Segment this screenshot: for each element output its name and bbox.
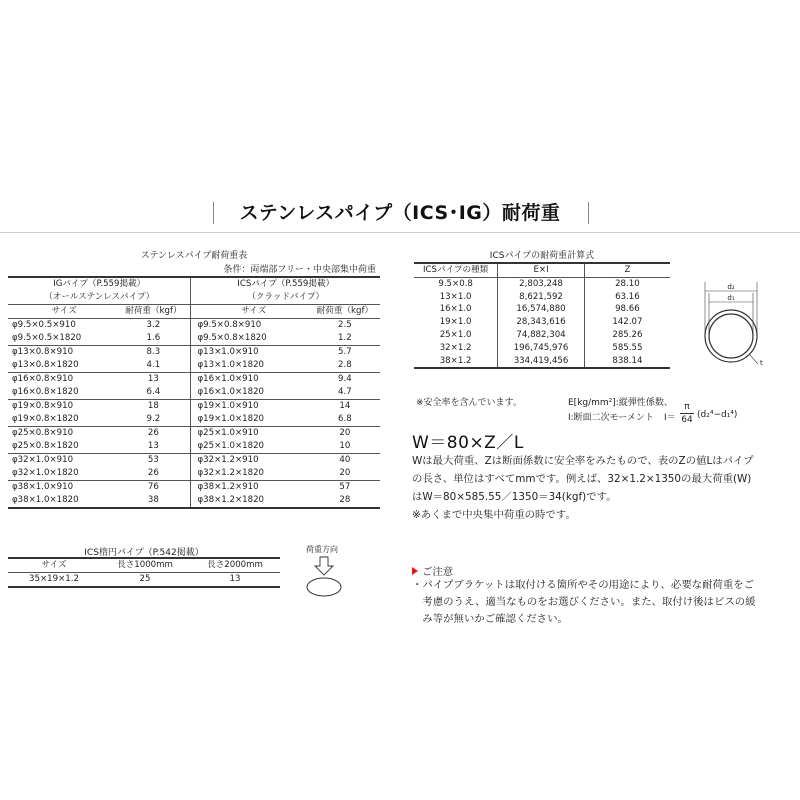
- ig-load-cell: 38: [116, 494, 191, 508]
- title-rule: [0, 232, 800, 233]
- ics-col-size: サイズ: [191, 305, 310, 319]
- ics-load-cell: 9.4: [310, 373, 380, 387]
- ig-size-cell: φ25×0.8×910: [8, 427, 116, 441]
- calc-type-cell: 38×1.2: [414, 355, 498, 369]
- ig-load-cell: 8.3: [116, 346, 191, 360]
- explanation-line: の長さ、単位はすべてmmです。例えば、32×1.2×1350の最大荷重(W): [412, 473, 752, 485]
- load-direction-label: 荷重方向: [306, 545, 338, 554]
- ics-header-line1: ICSパイプ（P.559掲載）: [191, 277, 380, 291]
- ig-size-cell: φ32×1.0×910: [8, 454, 116, 468]
- ics-size-cell: φ9.5×0.8×910: [191, 319, 310, 333]
- oval-table: [8, 557, 280, 588]
- ics-size-cell: φ38×1.2×910: [191, 481, 310, 495]
- calc-z-cell: 28.10: [584, 277, 670, 290]
- notice-line: 考慮のうえ、適当なものをお選びください。また、取付け後はビスの緩: [412, 596, 756, 608]
- table-row: [414, 329, 670, 342]
- calc-type-cell: 9.5×0.8: [438, 278, 473, 289]
- ig-header-line2: （オールステンレスパイプ）: [44, 292, 155, 302]
- ics-load-cell: 4.7: [338, 387, 352, 397]
- table-row: [8, 440, 380, 454]
- calc-col-z: Z: [584, 263, 670, 277]
- notice-body: [412, 577, 792, 628]
- ig-size-cell: φ38×1.0×1820: [8, 494, 116, 508]
- ig-load-cell: 76: [116, 481, 191, 495]
- ics-load-cell: 2.5: [310, 319, 380, 333]
- oval-col-1000: 長さ1000mm: [100, 558, 190, 573]
- explanation-line: ※あくまで中央集中荷重の時です。: [412, 509, 576, 521]
- calc-ei-cell: 2,803,248: [498, 277, 585, 290]
- ig-load-cell: 4.1: [146, 360, 161, 370]
- formula-explanation: [412, 452, 792, 524]
- ig-size-cell: φ32×1.0×1820: [12, 468, 79, 478]
- calc-table: [414, 262, 670, 369]
- t-label: t: [760, 359, 763, 367]
- calc-ei-cell: 74,882,304: [498, 329, 585, 342]
- i-label: I:断面二次モーメント: [568, 413, 654, 423]
- explanation-line: Wは最大荷重、Zは断面係数に安全率をみたもので、表のZの値Lはパイプ: [412, 455, 754, 467]
- table-row: [414, 316, 670, 329]
- ics-load-cell: 20: [310, 427, 380, 441]
- oval-load-2000: 13: [190, 573, 280, 588]
- ig-col-size: サイズ: [8, 305, 116, 319]
- calc-type-cell: 19×1.0: [439, 317, 472, 328]
- ics-size-cell: φ38×1.2×1820: [191, 494, 310, 508]
- ig-load-cell: 26: [116, 427, 191, 441]
- oval-size: 35×19×1.2: [8, 573, 100, 588]
- ig-load-cell: 6.4: [146, 387, 161, 397]
- ics-size-cell: φ25×1.0×1820: [191, 440, 310, 454]
- table-row: [8, 481, 380, 495]
- table-row: [8, 373, 380, 387]
- ics-load-cell: 14: [310, 400, 380, 414]
- load-direction-diagram: [300, 556, 348, 600]
- calc-z-cell: 838.14: [584, 355, 670, 369]
- calc-ei-cell: 334,419,456: [498, 355, 585, 369]
- ics-load-cell: 28: [310, 494, 380, 508]
- page-title: ステンレスパイプ（ICS･IG）耐荷重: [239, 202, 561, 224]
- calc-col-ei: E×I: [498, 263, 585, 277]
- ig-load-cell: 13: [147, 441, 159, 451]
- calc-ei-cell: 8,621,592: [498, 291, 585, 304]
- d2-label: d₂: [727, 283, 735, 291]
- notice-heading: [412, 563, 453, 578]
- oval-col-size: サイズ: [8, 558, 100, 573]
- load-formula: W＝80×Z／L: [412, 433, 524, 453]
- calc-ei-cell: 196,745,976: [498, 342, 585, 355]
- table-row: [8, 332, 380, 346]
- ics-load-cell: 20: [339, 468, 351, 478]
- table-row: [414, 303, 670, 316]
- calc-type-cell: 13×1.0: [439, 291, 472, 302]
- ig-col-load: 耐荷重（kgf）: [116, 305, 191, 319]
- i-formula-pi: π: [680, 402, 694, 414]
- table-row: [8, 454, 380, 468]
- ics-load-cell: 57: [310, 481, 380, 495]
- calc-z-cell: 98.66: [584, 303, 670, 316]
- ics-load-cell: 40: [310, 454, 380, 468]
- calc-table-caption: ICSパイプの耐荷重計算式: [489, 251, 595, 261]
- ig-size-cell: φ9.5×0.5×1820: [12, 333, 82, 343]
- notice-line: ・パイプブラケットは取付ける箇所やその用途により、必要な耐荷重をご: [412, 579, 755, 591]
- ig-load-cell: 3.2: [116, 319, 191, 333]
- ics-load-cell: 2.8: [338, 360, 352, 370]
- oval-load-1000: 25: [100, 573, 190, 588]
- ics-size-cell: φ16×1.0×1820: [191, 386, 310, 400]
- table-row: [8, 319, 380, 333]
- ig-load-cell: 26: [147, 468, 159, 478]
- pipe-cross-section-diagram: [692, 278, 774, 370]
- table-row: [414, 277, 670, 290]
- ics-size-cell: φ9.5×0.8×1820: [191, 332, 310, 346]
- i-formula-64: 64: [681, 415, 693, 425]
- red-triangle-icon: [412, 567, 418, 575]
- calc-col-type: ICSパイプの種類: [414, 263, 498, 277]
- ig-size-cell: φ38×1.0×910: [8, 481, 116, 495]
- ics-header-line2: （クラッドパイプ）: [191, 291, 380, 305]
- calc-type-cell: 16×1.0: [439, 304, 472, 315]
- table-row: [414, 355, 670, 369]
- ics-load-cell: 10: [339, 441, 351, 451]
- table-row: [8, 413, 380, 427]
- ig-size-cell: φ13×0.8×1820: [12, 360, 79, 370]
- ig-load-cell: 18: [116, 400, 191, 414]
- ics-col-load: 耐荷重（kgf）: [310, 305, 380, 319]
- ig-size-cell: φ16×0.8×910: [8, 373, 116, 387]
- ig-size-cell: φ16×0.8×1820: [12, 387, 79, 397]
- calc-ei-cell: 28,343,616: [498, 316, 585, 329]
- calc-z-cell: 142.07: [584, 316, 670, 329]
- calc-type-cell: 25×1.0: [439, 329, 472, 340]
- ics-size-cell: φ32×1.2×910: [191, 454, 310, 468]
- ig-size-cell: φ19×0.8×910: [8, 400, 116, 414]
- ics-load-cell: 1.2: [338, 333, 352, 343]
- i-formula-prefix: I＝: [664, 413, 676, 423]
- arrow-down-icon: [315, 557, 333, 575]
- ig-size-cell: φ13×0.8×910: [8, 346, 116, 360]
- table-row: [8, 400, 380, 414]
- d1-label: d₁: [727, 294, 735, 302]
- ig-size-cell: φ19×0.8×1820: [12, 414, 79, 424]
- ig-load-cell: 13: [116, 373, 191, 387]
- ics-load-cell: 6.8: [338, 414, 352, 424]
- table-row: [414, 291, 670, 304]
- ics-size-cell: φ32×1.2×1820: [191, 467, 310, 481]
- oval-table-caption: ICS楕円パイプ（P.542掲載）: [84, 548, 204, 558]
- table-row: [8, 346, 380, 360]
- ics-size-cell: φ16×1.0×910: [191, 373, 310, 387]
- table-row: [8, 386, 380, 400]
- ig-header-line1: IGパイプ（P.559掲載）: [8, 277, 191, 291]
- ics-size-cell: φ13×1.0×1820: [191, 359, 310, 373]
- notice-line: み等が無いかご確認ください。: [412, 613, 568, 625]
- e-label: E[kg/mm²]:縦弾性係数、: [568, 398, 673, 408]
- ics-size-cell: φ13×1.0×910: [191, 346, 310, 360]
- calc-ei-cell: 16,574,880: [498, 303, 585, 316]
- table-row: [8, 359, 380, 373]
- ics-load-cell: 5.7: [310, 346, 380, 360]
- title-divider-right: [588, 202, 589, 224]
- notice-title: ご注意: [422, 566, 454, 578]
- ig-load-cell: 9.2: [146, 414, 161, 424]
- ics-size-cell: φ25×1.0×910: [191, 427, 310, 441]
- ics-size-cell: φ19×1.0×910: [191, 400, 310, 414]
- calc-type-cell: 32×1.2: [439, 342, 472, 353]
- ig-load-cell: 1.6: [146, 333, 161, 343]
- calc-z-cell: 63.16: [584, 291, 670, 304]
- table-row: [8, 467, 380, 481]
- safety-note: ※安全率を含んでいます。: [416, 398, 522, 408]
- ig-size-cell: φ9.5×0.5×910: [8, 319, 116, 333]
- table-row: [8, 494, 380, 508]
- oval-pipe-icon: [307, 578, 341, 596]
- table-row: [8, 427, 380, 441]
- title-bar: [0, 198, 800, 234]
- explanation-line: はW＝80×585.55／1350＝34(kgf)です。: [412, 491, 617, 503]
- calc-z-cell: 285.26: [584, 329, 670, 342]
- i-formula-d: (d₂⁴−d₁⁴): [697, 410, 738, 420]
- ig-load-cell: 53: [116, 454, 191, 468]
- load-table: [8, 276, 380, 509]
- ig-size-cell: φ25×0.8×1820: [12, 441, 79, 451]
- table-row: [414, 342, 670, 355]
- load-table-caption: ステンレスパイプ耐荷重表: [140, 251, 248, 261]
- calc-z-cell: 585.55: [584, 342, 670, 355]
- oval-col-2000: 長さ2000mm: [190, 558, 280, 573]
- load-table-condition: 条件：両端部フリー・中央部集中荷重: [223, 265, 376, 275]
- ics-size-cell: φ19×1.0×1820: [191, 413, 310, 427]
